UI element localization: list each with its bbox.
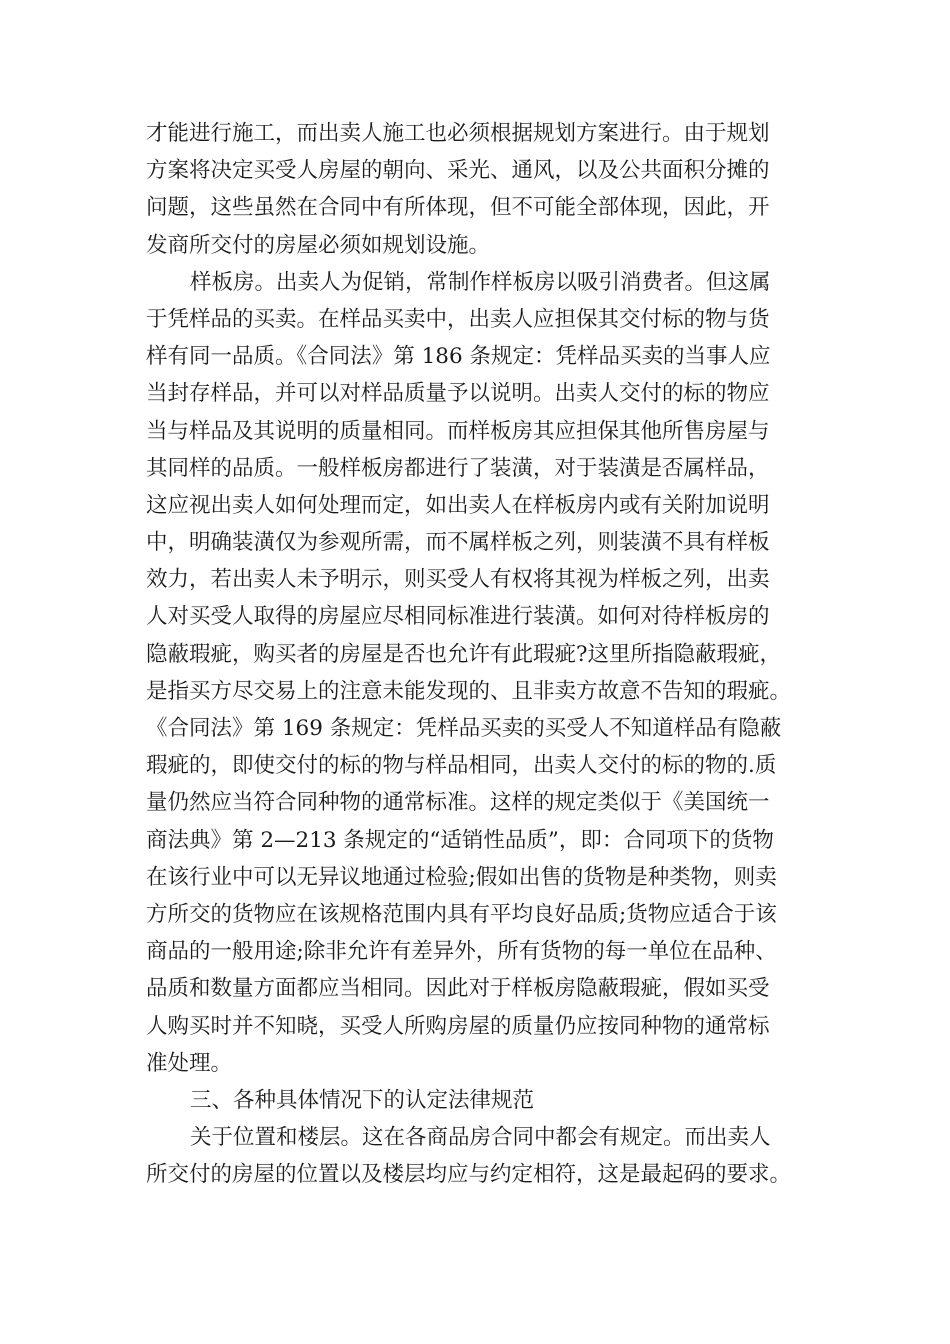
text-line: 三、各种具体情况下的认定法律规范 <box>190 1087 535 1113</box>
paragraph <box>146 264 826 1082</box>
text-line: 商品的一般用途;除非允许有差异外，所有货物的每一单位在品种、 <box>146 939 777 965</box>
text-line: 《合同法》第 169 条规定：凭样品买卖的买受人不知道样品有隐蔽 <box>146 716 782 741</box>
text-line: 方案将决定买受人房屋的朝向、采光、通风，以及公共面积分摊的 <box>146 158 770 184</box>
text-line: 样板房。出卖人为促销，常制作样板房以吸引消费者。但这属 <box>190 269 771 295</box>
text-line: 隐蔽瑕疵，购买者的房屋是否也允许有此瑕疵?这里所指隐蔽瑕疵， <box>146 641 782 667</box>
text-line: 效力，若出卖人未予明示，则买受人有权将其视为样板之列，出卖 <box>146 567 770 593</box>
text-line: 当封存样品，并可以对样品质量予以说明。出卖人交付的标的物应 <box>146 381 770 407</box>
text-line: 人购买时并不知晓，买受人所购房屋的质量仍应按同种物的通常标 <box>146 1013 770 1039</box>
text-line: 量仍然应当符合同种物的通常标准。这样的规定类似于《美国统一 <box>146 790 770 816</box>
text-line: 这应视出卖人如何处理而定，如出卖人在样板房内或有关附加说明 <box>146 492 770 518</box>
text-line: 其同样的品质。一般样板房都进行了装潢，对于装潢是否属样品， <box>146 455 770 481</box>
text-line: 问题，这些虽然在合同中有所体现，但不可能全部体现，因此，开 <box>146 195 770 221</box>
text-line: 发商所交付的房屋必须如规划设施。 <box>146 232 491 258</box>
text-line: 于凭样品的买卖。在样品买卖中，出卖人应担保其交付标的物与货 <box>146 306 770 332</box>
text-line: 品质和数量方面都应当相同。因此对于样板房隐蔽瑕疵，假如买受 <box>146 976 770 1002</box>
text-line: 准处理。 <box>146 1050 233 1076</box>
text-line: 所交付的房屋的位置以及楼层均应与约定相符，这是最起码的要求。 <box>146 1162 792 1188</box>
text-line: 当与样品及其说明的质量相同。而样板房其应担保其他所售房屋与 <box>146 418 770 444</box>
paragraph <box>146 1082 826 1119</box>
text-line: 人对买受人取得的房屋应尽相同标准进行装潢。如何对待样板房的 <box>146 604 770 630</box>
paragraph <box>146 1119 826 1193</box>
text-line: 商法典》第 2—213 条规定的“适销性品质”，即：合同项下的货物 <box>146 827 774 853</box>
text-line: 才能进行施工，而出卖人施工也必须根据规划方案进行。由于规划 <box>146 121 770 146</box>
text-line: 是指买方尽交易上的注意未能发现的、且非卖方故意不告知的瑕疵。 <box>146 678 792 704</box>
text-line: 中，明确装潢仅为参观所需，而不属样板之列，则装潢不具有样板 <box>146 530 770 556</box>
text-line: 样有同一品质。《合同法》第 186 条规定：凭样品买卖的当事人应 <box>146 344 771 370</box>
text-line: 关于位置和楼层。这在各商品房合同中都会有规定。而出卖人 <box>190 1125 771 1151</box>
document-body <box>146 115 826 1193</box>
text-line: 方所交的货物应在该规格范围内具有平均良好品质;货物应适合于该 <box>146 901 777 927</box>
text-line: 在该行业中可以无异议地通过检验;假如出售的货物是种类物，则卖 <box>146 864 777 890</box>
text-line: 瑕疵的，即使交付的标的物与样品相同，出卖人交付的标的物的.质 <box>146 753 777 779</box>
paragraph <box>146 115 826 264</box>
